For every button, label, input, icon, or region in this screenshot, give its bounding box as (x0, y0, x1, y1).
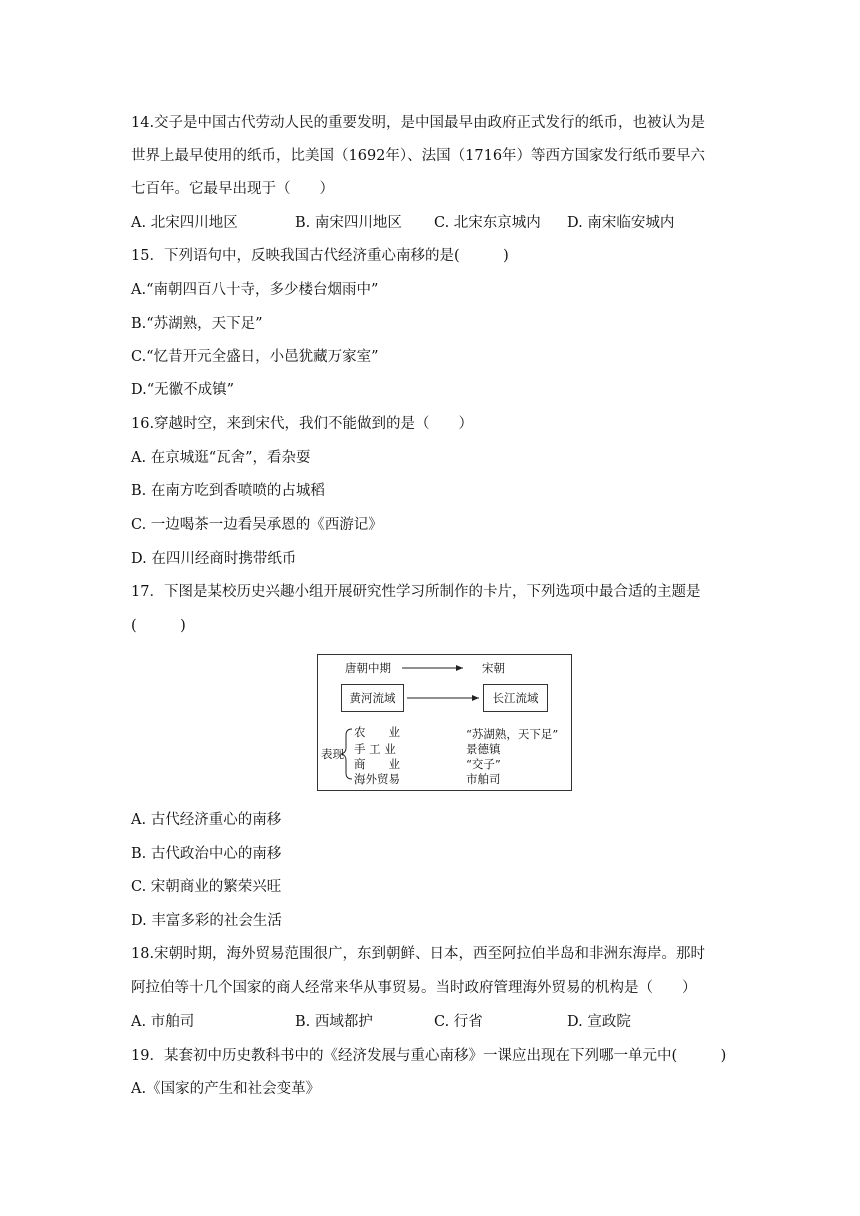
region-from-box (341, 684, 404, 712)
q18-stem-line-2: 阿拉伯等十几个国家的商人经常来华从事贸易。当时政府管理海外贸易的机构是（ ） (131, 980, 697, 996)
region-to: 长江流域 (492, 691, 539, 705)
region-from: 黄河流域 (349, 691, 396, 705)
q16-option-a[interactable]: A. 在京城逛“瓦舍”，看杂耍 (131, 450, 311, 466)
example-shibosi: 市舶司 (466, 772, 501, 786)
sector-handicraft: 手 工 业 (354, 742, 396, 756)
q16-stem: 16.穿越时空，来到宋代，我们不能做到的是（ ） (131, 416, 474, 432)
q16-option-c[interactable]: C. 一边喝茶一边看吴承恩的《西游记》 (131, 517, 383, 533)
example-suhu: “苏湖熟，天下足” (466, 727, 559, 741)
q18-stem-line-1: 18.宋朝时期，海外贸易范围很广，东到朝鲜、日本，西至阿拉伯半岛和非洲东海岸。那时 (131, 946, 706, 962)
q17-option-a[interactable]: A. 古代经济重心的南移 (131, 812, 282, 828)
q14-option-d[interactable]: D. 南宋临安城内 (567, 215, 675, 231)
example-jingdezhen: 景德镇 (466, 742, 501, 756)
q14-option-b[interactable]: B. 南宋四川地区 (295, 215, 402, 231)
example-jiaozi: “交子” (466, 757, 501, 771)
q18-option-b[interactable]: B. 西域都护 (295, 1014, 373, 1030)
era-from: 唐朝中期 (345, 661, 391, 675)
q14-option-a[interactable]: A. 北宋四川地区 (131, 215, 238, 231)
q15-option-a[interactable]: A.“南朝四百八十寺，多少楼台烟雨中” (131, 282, 379, 298)
q14-stem-line-3: 七百年。它最早出现于（ ） (131, 181, 334, 197)
q18-option-a[interactable]: A. 市舶司 (131, 1014, 195, 1030)
q18-option-d[interactable]: D. 宣政院 (567, 1014, 631, 1030)
q14-stem-line-1: 14.交子是中国古代劳动人民的重要发明，是中国最早由政府正式发行的纸币，也被认为是 (131, 115, 706, 131)
region-to-box (483, 684, 548, 712)
q15-option-b[interactable]: B.“苏湖熟，天下足” (131, 316, 263, 332)
q16-option-d[interactable]: D. 在四川经商时携带纸币 (131, 551, 297, 567)
sector-overseas-trade: 海外贸易 (354, 772, 400, 786)
q14-option-c[interactable]: C. 北宋东京城内 (434, 215, 541, 231)
q15-option-d[interactable]: D.“无徽不成镇” (131, 382, 235, 398)
performance-label: 表现 (321, 747, 344, 761)
era-to: 宋朝 (482, 661, 505, 675)
q17-stem-line-2: ( ) (131, 618, 186, 634)
q19-option-a[interactable]: A.《国家的产生和社会变革》 (131, 1081, 321, 1097)
q17-option-d[interactable]: D. 丰富多彩的社会生活 (131, 913, 282, 929)
q17-stem-line-1: 17．下图是某校历史兴趣小组开展研究性学习所制作的卡片，下列选项中最合适的主题是 (131, 584, 701, 600)
q18-option-c[interactable]: C. 行省 (434, 1014, 483, 1030)
sector-agriculture: 农 业 (354, 725, 400, 739)
q14-stem-line-2: 世界上最早使用的纸币，比美国（1692年）、法国（1716年）等西方国家发行纸币要早六 (131, 148, 706, 164)
q17-card-diagram (317, 654, 572, 791)
q16-option-b[interactable]: B. 在南方吃到香喷喷的占城稻 (131, 483, 325, 499)
q19-stem: 19．某套初中历史教科书中的《经济发展与重心南移》一课应出现在下列哪一单元中( ) (131, 1048, 727, 1064)
q17-option-b[interactable]: B. 古代政治中心的南移 (131, 846, 282, 862)
sector-commerce: 商 业 (354, 757, 400, 771)
q15-option-c[interactable]: C.“忆昔开元全盛日，小邑犹藏万家室” (131, 349, 379, 365)
q15-stem: 15．下列语句中，反映我国古代经济重心南移的是( ) (131, 248, 509, 264)
q17-option-c[interactable]: C. 宋朝商业的繁荣兴旺 (131, 879, 282, 895)
